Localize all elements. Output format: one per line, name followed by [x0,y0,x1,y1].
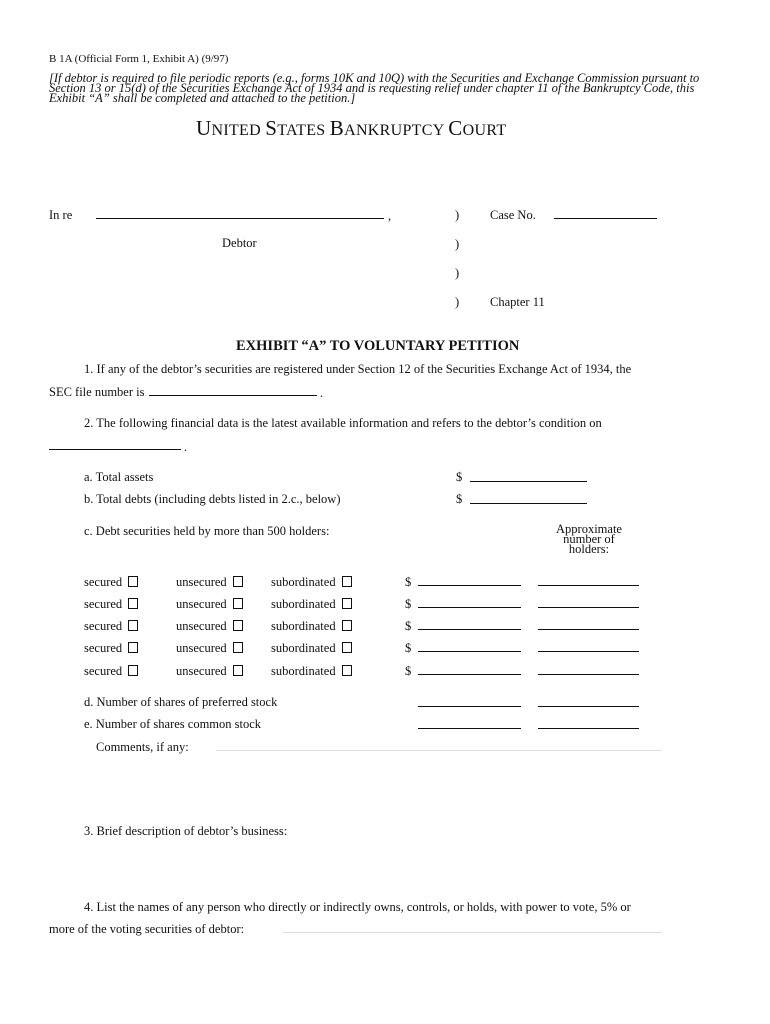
subordinated-text: subordinated [271,641,336,655]
secured-label [84,641,138,656]
court-initial-b: B [329,116,345,140]
voting-securities-label: more of the voting securities of debtor: [49,922,245,936]
unsecured-label [176,619,243,634]
common-stock-label: e. Number of shares common stock [84,717,262,731]
caption-paren-1: ) [455,208,460,222]
subordinated-text: subordinated [271,597,336,611]
court-initial-s: S [265,116,278,140]
holders-field[interactable] [538,585,639,586]
subordinated-checkbox[interactable] [342,598,352,609]
subordinated-label [271,597,352,612]
unsecured-text: unsecured [176,575,227,589]
subordinated-label [271,619,352,634]
court-word-tates: TATES [277,122,330,139]
subordinated-text: subordinated [271,575,336,589]
comments-field[interactable] [216,750,662,751]
court-initial-c: C [448,116,463,140]
holders-field[interactable] [538,651,639,652]
amount-field[interactable] [418,651,521,652]
sec-file-label: SEC file number is [49,385,145,399]
preferred-holders-field[interactable] [538,706,639,707]
row-dollar: $ [405,619,412,633]
common-holders-field[interactable] [538,728,639,729]
instructions: [If debtor is required to file periodic reports (e.g., forms 10K and 10Q) with the Securities and Exchange Commission pursuant to Section 13 or 15(d) of the Securities Exchange Act of 1934 and is requesting relief under chapter 11 of the Bankruptcy Code, this Exhibit “A” shall be completed and attached to the petition.] [49,71,700,105]
secured-label [84,597,138,612]
secured-label [84,619,138,634]
unsecured-checkbox[interactable] [233,620,243,631]
row-dollar: $ [405,664,412,678]
total-debts-label: b. Total debts (including debts listed in 2.c., below) [84,492,341,506]
subordinated-checkbox[interactable] [342,665,352,676]
amount-field[interactable] [418,607,521,608]
row-dollar: $ [405,597,412,611]
amount-field[interactable] [418,629,521,630]
item4-text: 4. List the names of any person who directly or indirectly owns, controls, or holds, with power to vote, 5% or [84,900,631,914]
caption-paren-3: ) [455,266,460,280]
item1-text: 1. If any of the debtor’s securities are registered under Section 12 of the Securities Exchange Act of 1934, the [84,362,632,376]
case-no-label: Case No. [490,208,536,222]
court-word-ankruptcy: ANKRUPTCY [344,122,449,139]
unsecured-checkbox[interactable] [233,665,243,676]
unsecured-label [176,597,243,612]
business-description-label: 3. Brief description of debtor’s business: [84,824,288,838]
subordinated-checkbox[interactable] [342,576,352,587]
debtor-name-field[interactable] [96,218,384,219]
secured-label [84,664,138,679]
approx-holders-header [540,524,638,554]
exhibit-title: EXHIBIT “A” TO VOLUNTARY PETITION [236,338,520,354]
secured-text: secured [84,597,123,611]
secured-text: secured [84,575,123,589]
subordinated-label [271,641,352,656]
unsecured-text: unsecured [176,641,227,655]
amount-field[interactable] [418,674,521,675]
unsecured-text: unsecured [176,597,227,611]
court-word-ourt: OURT [462,122,507,139]
subordinated-text: subordinated [271,619,336,633]
caption-paren-2: ) [455,237,460,251]
total-debts-field[interactable] [470,503,587,504]
approx-line-3: holders: [568,542,610,556]
holders-field[interactable] [538,674,639,675]
preferred-stock-label: d. Number of shares of preferred stock [84,695,278,709]
amount-field[interactable] [418,585,521,586]
holders-field[interactable] [538,629,639,630]
unsecured-label [176,664,243,679]
unsecured-text: unsecured [176,619,227,633]
item2-period: . [184,440,188,454]
secured-text: secured [84,664,123,678]
approx-line-2: number of [563,532,615,546]
form-id: B 1A (Official Form 1, Exhibit A) (9/97) [49,53,229,65]
in-re-label: In re [49,208,73,222]
row-dollar: $ [405,641,412,655]
row-dollar: $ [405,575,412,589]
secured-checkbox[interactable] [128,665,138,676]
secured-checkbox[interactable] [128,598,138,609]
subordinated-label [271,664,352,679]
subordinated-checkbox[interactable] [342,620,352,631]
unsecured-label [176,641,243,656]
approx-line-1: Approximate [556,522,622,536]
assets-dollar: $ [456,470,463,484]
total-assets-field[interactable] [470,481,587,482]
condition-date-field[interactable] [49,449,181,450]
court-word-nited: NITED [211,122,266,139]
court-initial-u: U [196,116,212,140]
chapter-label: Chapter 11 [490,295,545,309]
secured-text: secured [84,641,123,655]
debt-securities-label: c. Debt securities held by more than 500 holders: [84,524,330,538]
preferred-stock-field[interactable] [418,706,521,707]
holders-field[interactable] [538,607,639,608]
item1-period: . [320,386,324,400]
secured-text: secured [84,619,123,633]
common-stock-field[interactable] [418,728,521,729]
caption-paren-4: ) [455,295,460,309]
secured-checkbox[interactable] [128,642,138,653]
subordinated-checkbox[interactable] [342,642,352,653]
court-title [196,116,506,141]
comments-label: Comments, if any: [96,740,189,754]
total-assets-label: a. Total assets [84,470,154,484]
debtor-label: Debtor [222,236,257,250]
unsecured-text: unsecured [176,664,227,678]
unsecured-checkbox[interactable] [233,576,243,587]
voting-holders-field[interactable] [283,932,662,933]
unsecured-checkbox[interactable] [233,598,243,609]
secured-label [84,575,138,590]
sec-file-number-field[interactable] [149,395,317,396]
caption-comma: , [388,209,392,223]
subordinated-label [271,575,352,590]
secured-checkbox[interactable] [128,576,138,587]
unsecured-label [176,575,243,590]
case-no-field[interactable] [554,218,657,219]
unsecured-checkbox[interactable] [233,642,243,653]
subordinated-text: subordinated [271,664,336,678]
secured-checkbox[interactable] [128,620,138,631]
item2-text: 2. The following financial data is the latest available information and refers to the debtor’s condition on [84,416,602,430]
debts-dollar: $ [456,492,463,506]
